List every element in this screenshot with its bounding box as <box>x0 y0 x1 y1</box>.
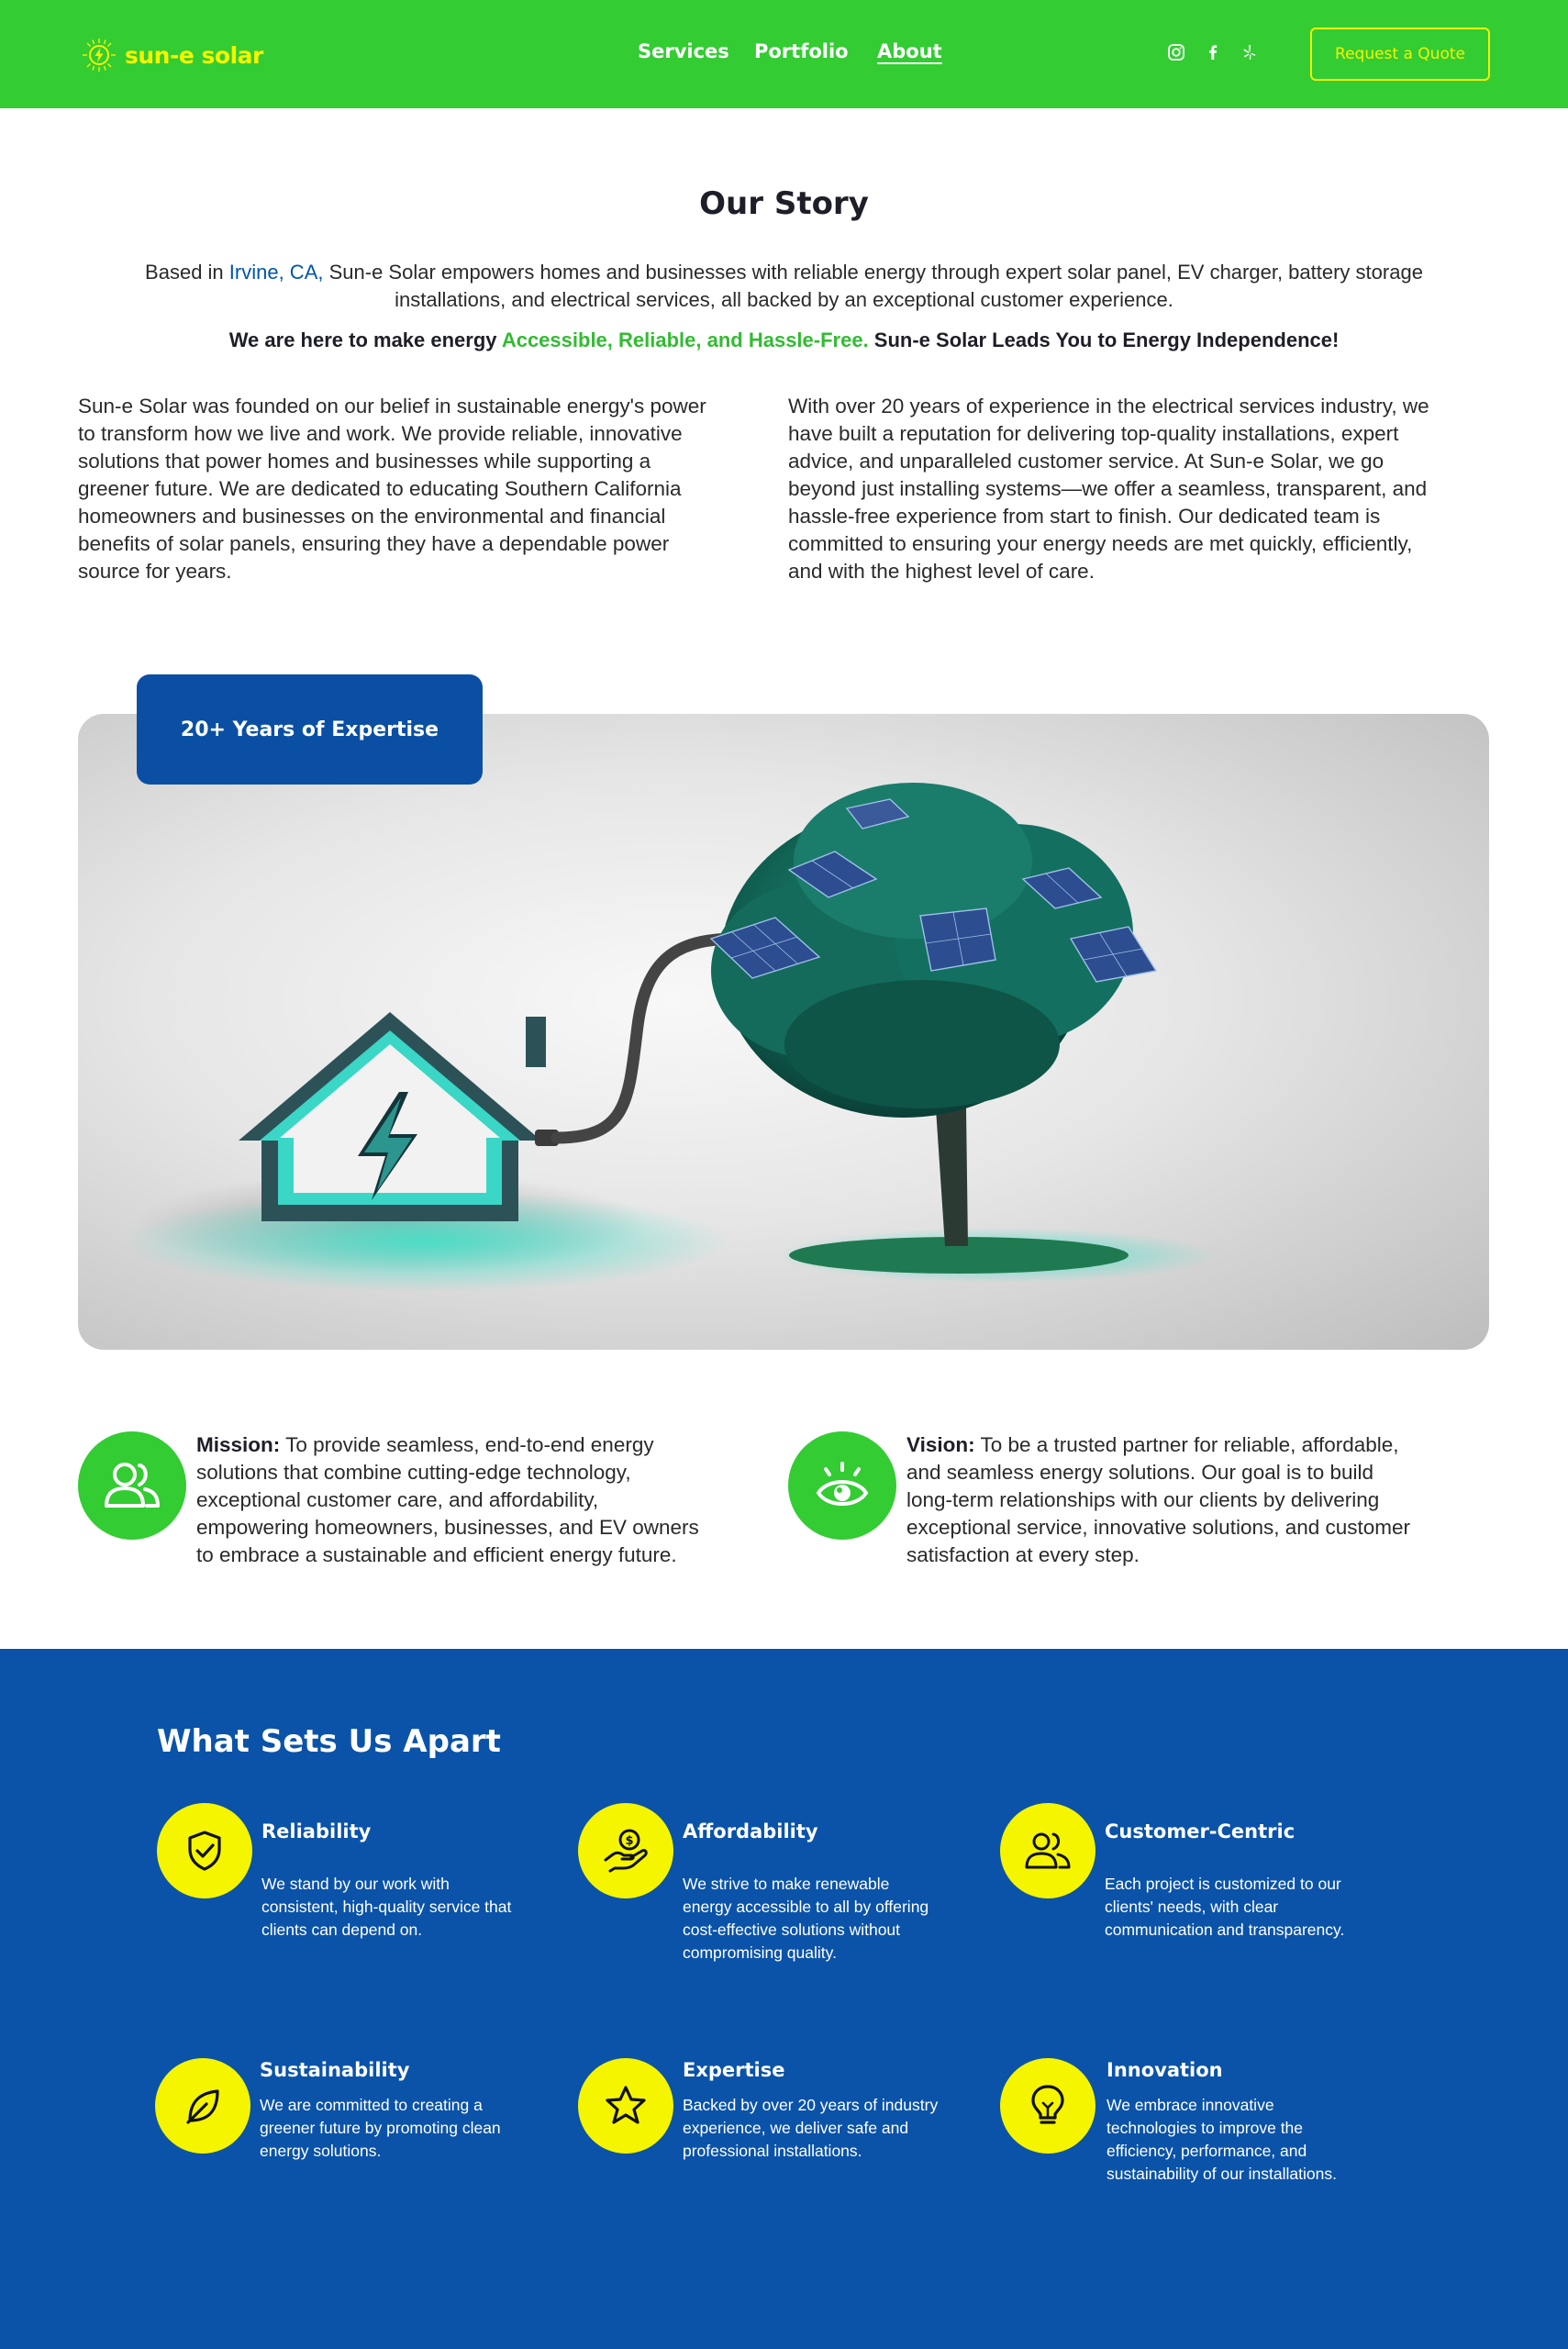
mission-text <box>196 1431 710 1569</box>
eye-icon <box>815 1460 870 1511</box>
mission-body: To provide seamless, end-to-end energy solutions that combine cutting-edge technology, exceptional customer care, and affordability, empowering homeowners, businesses, and EV owners to embrace a sustainable and efficient energy future. <box>196 1433 699 1566</box>
affordability-icon-circle <box>578 1803 673 1898</box>
reliability-icon-circle <box>157 1803 252 1898</box>
lightbulb-icon <box>1029 2083 1066 2129</box>
feature-desc-customer-centric: Each project is customized to our clients' needs, with clear communication and transparency. <box>1105 1875 1345 1939</box>
house-tree-solar-illustration <box>78 714 1489 1350</box>
feature-title-affordability: Affordability <box>683 1820 818 1842</box>
yelp-icon[interactable] <box>1240 42 1260 62</box>
apart-title: What Sets Us Apart <box>157 1723 501 1760</box>
tagline-prefix: We are here to make energy <box>228 328 502 351</box>
mission-label: Mission: <box>196 1433 281 1456</box>
feature-desc-reliability: We stand by our work with consistent, high-quality service that clients can depend on. <box>261 1875 512 1939</box>
story-column-right: With over 20 years of experience in the electrical services industry, we have built a reputation for delivering top-quality installations, expert advice, and unparalleled customer service. At Sun-e Solar, we go beyond just installing systems—we offer a seamless, transparent, and hassle-free experience from start to finish. Our dedicated team is committed to ensuring your energy needs are met quickly, efficiently, and with the highest level of care. <box>788 395 1429 583</box>
users-icon <box>1023 1831 1073 1871</box>
nav-about[interactable]: About <box>877 40 942 62</box>
vision-icon-circle <box>788 1431 896 1540</box>
nav-portfolio[interactable]: Portfolio <box>754 40 849 62</box>
feature-title-reliability: Reliability <box>261 1820 372 1842</box>
feature-title-innovation: Innovation <box>1106 2059 1223 2081</box>
svg-text:$: $ <box>625 1834 634 1848</box>
feature-desc-sustainability: We are committed to creating a greener future by promoting clean energy solutions. <box>260 2096 501 2160</box>
expertise-badge: 20+ Years of Expertise <box>137 674 483 785</box>
request-quote-button[interactable]: Request a Quote <box>1310 28 1490 81</box>
feature-title-customer-centric: Customer-Centric <box>1105 1820 1296 1842</box>
feature-desc-expertise: Backed by over 20 years of industry experience, we deliver safe and professional installations. <box>683 2096 939 2160</box>
sustainability-icon-circle <box>155 2058 250 2154</box>
vision-body: To be a trusted partner for reliable, affordable, and seamless energy solutions. Our goal is to build long-term relationships with our clients by delivering exceptional service, innovative solutions, and customer satisfaction at every step. <box>906 1433 1411 1566</box>
users-icon <box>101 1460 163 1511</box>
intro-rest: Sun-e Solar empowers homes and businesses with reliable energy through expert solar panel, EV charger, battery storage installations, and electrical services, all backed by an exceptional customer experience. <box>323 261 1423 311</box>
facebook-icon[interactable] <box>1203 42 1223 62</box>
tagline-suffix: Sun-e Solar Leads You to Energy Independence! <box>868 328 1340 351</box>
shield-check-icon <box>184 1829 225 1873</box>
nav-services[interactable]: Services <box>638 40 729 62</box>
customer-centric-icon-circle <box>1000 1803 1095 1898</box>
hero-image <box>78 714 1489 1350</box>
story-column-left: Sun-e Solar was founded on our belief in sustainable energy's power to transform how we live and work. We provide reliable, innovative solutions that power homes and businesses while supporting a greener future. We are dedicated to educating Southern California homeowners and businesses on the environmental and financial benefits of solar panels, ensuring they have a dependable power source for years. <box>78 395 706 583</box>
story-intro <box>119 259 1449 314</box>
logo-text: sun-e solar <box>125 41 263 69</box>
hand-coin-icon <box>602 1827 650 1875</box>
star-icon <box>603 2084 649 2128</box>
expertise-icon-circle <box>578 2058 673 2154</box>
intro-prefix: Based in <box>145 261 229 284</box>
site-header <box>0 0 1568 108</box>
innovation-icon-circle <box>1000 2058 1095 2154</box>
feature-desc-innovation: We embrace innovative technologies to improve the efficiency, performance, and sustainability of our installations. <box>1106 2096 1337 2183</box>
tagline <box>0 328 1568 352</box>
vision-text <box>906 1431 1420 1569</box>
instagram-icon[interactable] <box>1166 42 1186 62</box>
mission-icon-circle <box>78 1431 186 1540</box>
feature-title-sustainability: Sustainability <box>260 2059 410 2081</box>
feature-desc-affordability: We strive to make renewable energy accessible to all by offering cost-effective solutions without compromising quality. <box>683 1875 929 1962</box>
vision-label: Vision: <box>906 1433 975 1456</box>
tagline-highlight: Accessible, Reliable, and Hassle-Free. <box>501 328 869 351</box>
location-link[interactable]: Irvine, CA, <box>228 261 324 284</box>
feature-title-expertise: Expertise <box>683 2059 785 2081</box>
story-title: Our Story <box>699 185 869 222</box>
leaf-icon <box>183 2086 223 2126</box>
